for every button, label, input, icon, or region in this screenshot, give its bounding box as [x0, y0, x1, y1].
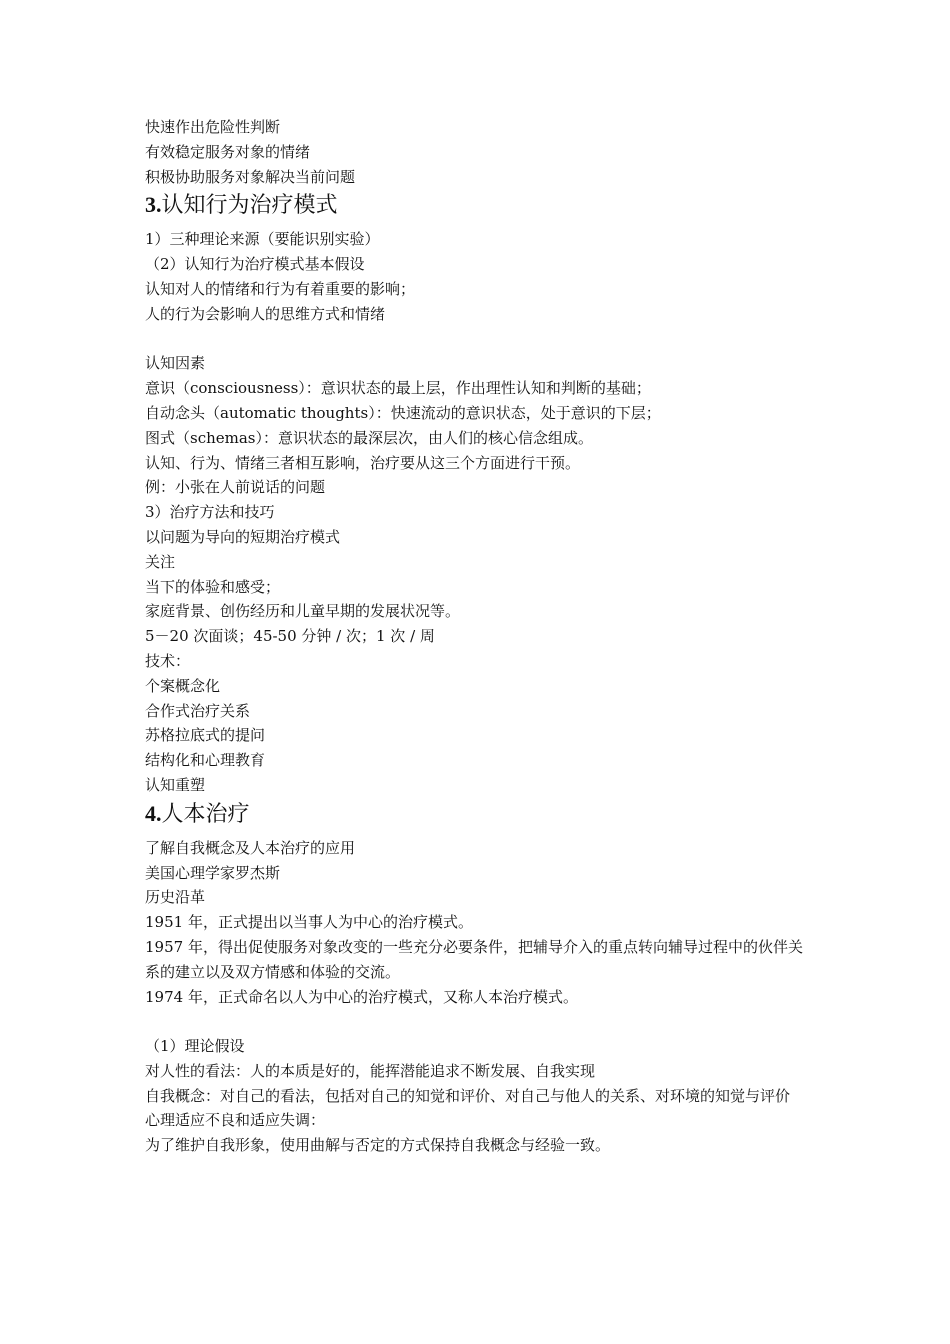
- text-line: 1974 年，正式命名以人为中心的治疗模式，又称人本治疗模式。: [145, 987, 578, 1006]
- text-line: 个案概念化: [145, 676, 221, 695]
- text-line: 结构化和心理教育: [145, 751, 266, 770]
- text-line: 认知、行为、情绪三者相互影响，治疗要从这三个方面进行干预。: [145, 453, 581, 472]
- text-line: 美国心理学家罗杰斯: [145, 863, 281, 882]
- paragraph-self-concept: 自我概念：对自己的看法，包括对自己的知觉和评价、对自己与他人的关系、对环境的知觉与评价: [145, 1086, 791, 1105]
- text-line: 自动念头（automatic thoughts）：快速流动的意识状态，处于意识的下层；: [145, 403, 661, 422]
- paragraph-1957: 1957 年，得出促使服务对象改变的一些充分必要条件，把辅导介入的重点转向辅导过程中的伙伴关系的建立以及双方情感和体验的交流。: [145, 937, 803, 981]
- text-line: 认知重塑: [145, 775, 206, 794]
- text-line: 家庭背景、创伤经历和儿童早期的发展状况等。: [145, 602, 461, 621]
- text-line: 苏格拉底式的提问: [145, 726, 266, 745]
- text-line: 了解自我概念及人本治疗的应用: [145, 838, 356, 857]
- text-line: 5－20 次面谈；45-50 分钟 / 次；1 次 / 周: [145, 627, 435, 646]
- section-3-heading: [145, 189, 815, 221]
- intro-line: 有效稳定服务对象的情绪: [145, 142, 311, 161]
- text-line: 1）三种理论来源（要能识别实验）: [145, 230, 380, 249]
- text-line: 当下的体验和感受；: [145, 577, 281, 596]
- section-4-heading: [145, 798, 815, 830]
- text-line: 例：小张在人前说话的问题: [145, 478, 326, 497]
- text-line: 对人性的看法：人的本质是好的，能挥潜能追求不断发展、自我实现: [145, 1061, 596, 1080]
- text-line: 图式（schemas）：意识状态的最深层次，由人们的核心信念组成。: [145, 428, 594, 447]
- blank-line: [145, 327, 815, 352]
- text-line: 认知对人的情绪和行为有着重要的影响；: [145, 279, 416, 298]
- section-4-number: 4.: [145, 800, 162, 826]
- section-4-title: 人本治疗: [161, 801, 250, 827]
- text-line: 3）治疗方法和技巧: [145, 503, 275, 522]
- section-3-title: 认知行为治疗模式: [161, 193, 338, 219]
- intro-line: 快速作出危险性判断: [145, 118, 281, 136]
- text-line: 历史沿革: [145, 888, 206, 907]
- text-line: 心理适应不良和适应失调：: [145, 1111, 326, 1130]
- text-line: 为了维护自我形象，使用曲解与否定的方式保持自我概念与经验一致。: [145, 1136, 611, 1155]
- text-line: （1）理论假设: [145, 1037, 245, 1056]
- text-line: 以问题为导向的短期治疗模式: [145, 527, 341, 546]
- text-line: 关注: [145, 552, 176, 571]
- document-body: [145, 115, 815, 1158]
- text-line: 认知因素: [145, 354, 206, 373]
- text-line: 人的行为会影响人的思维方式和情绪: [145, 304, 386, 323]
- text-line: 意识（consciousness）：意识状态的最上层，作出理性认知和判断的基础；: [145, 379, 651, 398]
- text-line: （2）认知行为治疗模式基本假设: [145, 255, 365, 274]
- text-line: 合作式治疗关系: [145, 701, 251, 720]
- text-line: 技术：: [145, 651, 191, 670]
- text-line: 1951 年，正式提出以当事人为中心的治疗模式。: [145, 913, 473, 932]
- section-3-number: 3.: [145, 192, 162, 218]
- blank-line: [145, 1009, 815, 1034]
- intro-line: 积极协助服务对象解决当前问题: [145, 167, 356, 186]
